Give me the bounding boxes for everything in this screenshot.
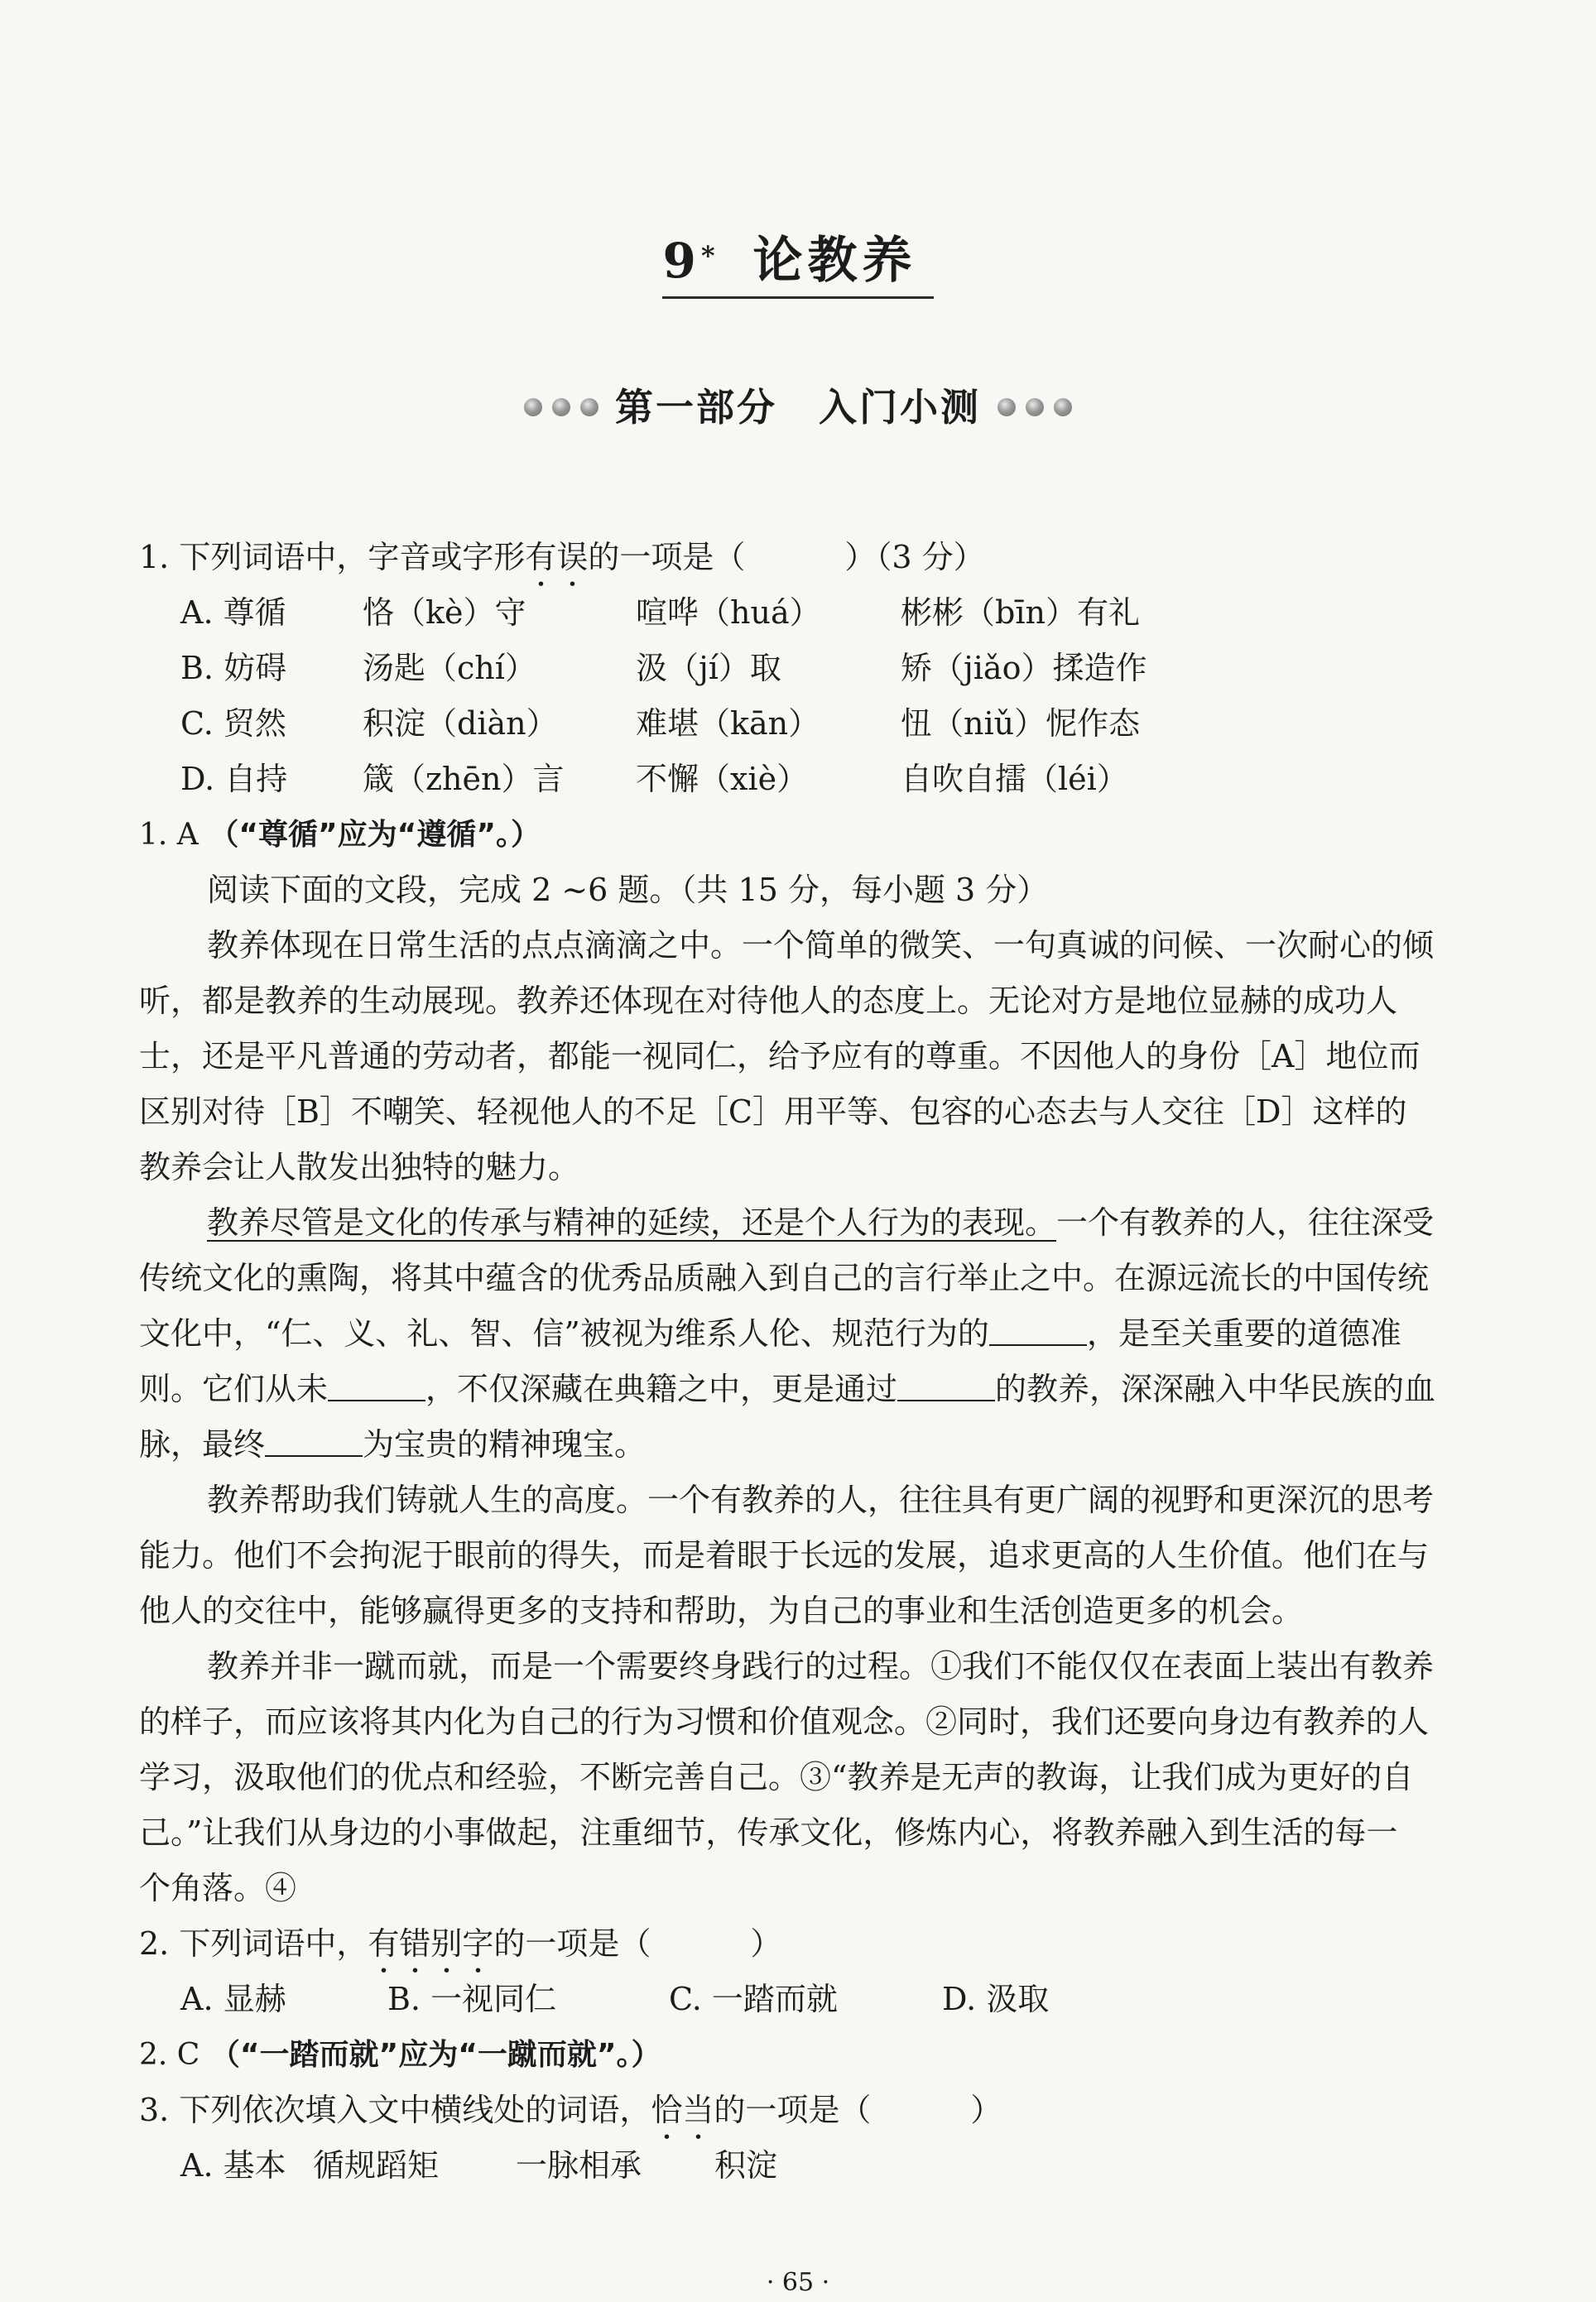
main-content	[139, 530, 1530, 2194]
emphasis-text: 有错别字	[368, 1925, 494, 1962]
lesson-title-text: 论教养	[752, 232, 917, 290]
passage-line: 己。”让我们从身边的小事做起，注重细节，传承文化，修炼内心，将教养融入到生活的每一	[139, 1814, 1398, 1851]
asterisk-mark: *	[700, 240, 715, 272]
passage-line: 个角落。④	[139, 1870, 297, 1906]
left-dots-decoration	[524, 398, 598, 416]
emphasis-text: 恰当	[651, 2092, 714, 2128]
question-1-answer: 1. A （“尊循”应为“遵循”。）	[139, 818, 541, 852]
option-a: A. 显赫	[180, 1981, 286, 2017]
question-1-option: A. 尊循 恪（kè）守 喧哗（huá） 彬彬（bīn）有礼	[180, 594, 1140, 631]
dot-icon	[1054, 398, 1072, 416]
question-1-option: C. 贸然 积淀（diàn） 难堪（kān） 忸（niǔ）怩作态	[180, 705, 1141, 742]
page-number: · 65 ·	[766, 2268, 830, 2297]
section-name: 入门小测	[819, 385, 981, 430]
option-b: B. 一视同仁	[387, 1981, 557, 2017]
passage-line: 传统文化的熏陶，将其中蕴含的优秀品质融入到自己的言行举止之中。在源远流长的中国传统	[139, 1260, 1430, 1296]
reading-instruction: 阅读下面的文段，完成 2 ~6 题。（共 15 分，每小题 3 分）	[207, 872, 1049, 908]
fill-blank	[989, 1319, 1087, 1346]
section-header	[0, 382, 1596, 432]
option-c: C. 一踏而就	[669, 1981, 838, 2017]
right-dots-decoration	[997, 398, 1072, 416]
passage-line: 文化中，“仁、义、礼、智、信”被视为维系人伦、规范行为的 ，是至关重要的道德准	[139, 1315, 1401, 1352]
lesson-title	[662, 232, 933, 299]
question-3-stem: 3. 下列依次填入文中横线处的词语，恰当的一项是（ ）	[139, 2092, 1002, 2128]
dot-icon	[1026, 398, 1044, 416]
passage-line: 他人的交往中，能够赢得更多的支持和帮助，为自己的事业和生活创造更多的机会。	[139, 1593, 1304, 1629]
question-2-answer: 2. C （“一踏而就”应为“一蹴而就”。）	[139, 2038, 661, 2072]
passage-line: 教养并非一蹴而就，而是一个需要终身践行的过程。①我们不能仅仅在表面上装出有教养	[207, 1648, 1435, 1684]
passage-line: 教养体现在日常生活的点点滴滴之中。一个简单的微笑、一句真诚的问候、一次耐心的倾	[207, 927, 1435, 964]
passage-line: 学习，汲取他们的优点和经验，不断完善自己。③“教养是无声的教诲，让我们成为更好的自	[139, 1759, 1414, 1795]
section-title	[615, 382, 981, 432]
dot-icon	[580, 398, 598, 416]
passage-line: 能力。他们不会拘泥于眼前的得失，而是着眼于长远的发展，追求更高的人生价值。他们在与	[139, 1537, 1430, 1574]
question-1-option: B. 妨碍 汤匙（chí） 汲（jí）取 矫（jiǎo）揉造作	[180, 650, 1147, 686]
passage-line: 教养尽管是文化的传承与精神的延续，还是个人行为的表现。一个有教养的人，往往深受	[207, 1204, 1435, 1241]
dot-icon	[997, 398, 1016, 416]
passage-line: 区别对待［B］不嘲笑、轻视他人的不足［C］用平等、包容的心态去与人交往［D］这样的	[139, 1093, 1407, 1130]
passage-line: 脉，最终 为宝贵的精神瑰宝。	[139, 1426, 647, 1463]
dot-icon	[552, 398, 570, 416]
fill-blank	[265, 1430, 363, 1457]
fill-blank	[328, 1375, 425, 1401]
lesson-number: 9 *	[662, 233, 715, 289]
question-1-stem: 1. 下列词语中，字音或字形有误的一项是（ ）（3 分）	[139, 539, 985, 575]
title-area	[0, 232, 1596, 299]
passage-line: 则。它们从未 ，不仅深藏在典籍之中，更是通过 的教养，深深融入中华民族的血	[139, 1371, 1436, 1407]
emphasis-text: 有误	[525, 539, 589, 575]
dot-icon	[524, 398, 542, 416]
section-part: 第一部分	[615, 385, 777, 430]
passage-line: 士，还是平凡普通的劳动者，都能一视同仁，给予应有的尊重。不因他人的身份［A］地位而	[139, 1038, 1421, 1074]
question-1-option: D. 自持 箴（zhēn）言 不懈（xiè） 自吹自擂（léi）	[180, 761, 1128, 797]
passage-line: 教养会让人散发出独特的魅力。	[139, 1149, 580, 1185]
question-2-options	[139, 1972, 1530, 2027]
passage-line: 教养帮助我们铸就人生的高度。一个有教养的人，往往具有更广阔的视野和更深沉的思考	[207, 1482, 1435, 1518]
question-2-stem: 2. 下列词语中，有错别字的一项是（ ）	[139, 1925, 782, 1962]
passage-line: 的样子，而应该将其内化为自己的行为习惯和价值观念。②同时，我们还要向身边有教养的人	[139, 1704, 1430, 1740]
passage-line: 听，都是教养的生动展现。教养还体现在对待他人的态度上。无论对方是地位显赫的成功人	[139, 983, 1398, 1019]
question-3-option-a: A. 基本 循规蹈矩 一脉相承 积淀	[180, 2147, 778, 2184]
underlined-sentence: 教养尽管是文化的传承与精神的延续，还是个人行为的表现。	[207, 1204, 1057, 1241]
fill-blank	[897, 1375, 995, 1401]
option-d: D. 汲取	[942, 1981, 1050, 2017]
